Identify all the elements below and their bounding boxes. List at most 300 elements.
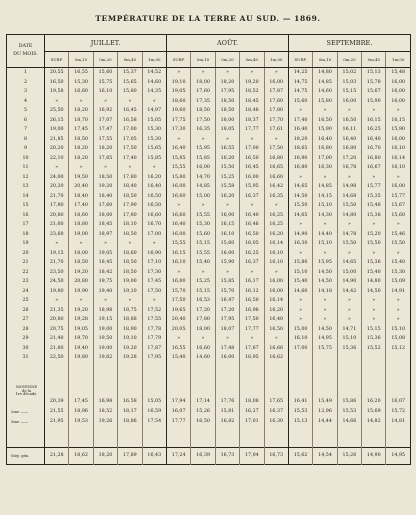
table-cell: 20,39 [45,397,69,407]
table-cell: 15,75 [313,344,337,354]
table-cell: 15,95 [191,144,215,154]
table-cell: 15,25 [191,277,215,287]
table-cell: 16,50 [240,230,264,240]
table-cell: 14,15 [313,192,337,202]
table-cell: 15,13 [362,68,386,78]
table-cell: 18,96 [69,407,93,417]
table-cell: 16,10 [264,258,288,268]
table-cell: » [45,296,69,306]
table-row [7,68,411,78]
table-cell: 17,45 [69,125,93,135]
table-cell: 16,00 [240,173,264,183]
table-cell: » [288,249,312,259]
table-cell: 15,40 [288,277,312,287]
table-cell: 18,90 [118,325,142,335]
table-cell: 24,50 [45,277,69,287]
table-cell: 17,04 [240,447,264,464]
table-cell: 14,71 [337,325,361,335]
table-cell: 16,60 [264,173,288,183]
table-cell: 16,59 [142,407,166,417]
table-cell: 17,20 [191,306,215,316]
day-cell: 28 [22,326,29,332]
table-row [7,78,411,88]
table-cell: » [240,135,264,145]
table-cell: 21,35 [45,306,69,316]
table-cell: 16,73 [215,447,239,464]
table-cell: 18,40 [93,192,117,202]
table-row [7,97,411,107]
day-cell: 10 [22,155,29,161]
table-cell: » [313,249,337,259]
table-cell: 16,15 [386,116,410,126]
table-cell: 17,54 [142,417,166,427]
table-cell: 14,44 [313,417,337,427]
table-cell: 24,00 [45,173,69,183]
table-cell: 19,20 [69,306,93,316]
table-cell: » [386,315,410,325]
table-cell: 20,40 [166,315,190,325]
table-cell: 20,75 [45,325,69,335]
table-cell: 18,50 [215,106,239,116]
spacer-cell [386,363,410,397]
table-cell: 17,00 [313,154,337,164]
table-cell: 15,08 [386,334,410,344]
table-row [7,211,411,221]
table-row [7,306,411,316]
table-cell: 16,00 [215,249,239,259]
table-cell: 14,85 [313,78,337,88]
table-cell: 22,10 [45,154,69,164]
table-cell: » [386,306,410,316]
table-cell [337,353,361,363]
table-cell: 16,11 [337,125,361,135]
table-cell: 18,80 [69,220,93,230]
table-cell: » [93,97,117,107]
table-cell: 19,75 [93,277,117,287]
table-cell: 16,50 [142,201,166,211]
table-cell: 14,60 [313,87,337,97]
table-cell: 18,00 [191,325,215,335]
day-cell: 29 [22,336,29,342]
table-cell: 16,80 [264,154,288,164]
table-cell: 15,77 [386,192,410,202]
table-cell: 16,50 [264,325,288,335]
table-cell: 15,26 [191,407,215,417]
day-cell: 5 [23,108,28,114]
table-cell: » [118,97,142,107]
col-header: 1m,00 [386,52,410,68]
table-cell: 17,50 [142,287,166,297]
table-cell: 14,50 [362,287,386,297]
table-cell: » [142,97,166,107]
col-header: SURF. [288,52,312,68]
table-cell: 15,62 [288,447,312,464]
table-cell: 14,65 [337,258,361,268]
table-cell: 18,50 [118,258,142,268]
table-cell: 14,95 [386,447,410,464]
table-cell: 14,95 [313,334,337,344]
date-header [7,35,45,68]
table-cell: 16,40 [288,125,312,135]
table-cell: » [337,173,361,183]
table-cell: 15,49 [313,397,337,407]
table-cell: 16,20 [264,230,288,240]
table-cell: » [264,334,288,344]
table-cell: 16,40 [240,211,264,221]
table-cell: 15,30 [69,78,93,88]
table-cell: 18,45 [93,258,117,268]
table-cell: 18,48 [240,106,264,116]
table-cell: 16,65 [264,163,288,173]
table-cell: 20,80 [45,315,69,325]
table-cell: 19,20 [240,78,264,88]
table-cell: » [45,97,69,107]
table-cell: » [362,173,386,183]
table-row [7,287,411,297]
spacer-cell [288,363,312,397]
table-cell: 16,00 [191,163,215,173]
table-cell: 14,98 [337,182,361,192]
table-cell: » [69,296,93,306]
table-cell: » [215,334,239,344]
table-cell: 18,50 [69,135,93,145]
table-cell: 17,77 [240,125,264,135]
table-cell: 16,78 [337,163,361,173]
table-cell: 16,05 [240,239,264,249]
table-cell: 14,80 [313,68,337,78]
table-cell: » [313,173,337,183]
spacer-cell [142,363,166,397]
table-cell: 17,40 [69,201,93,211]
table-cell: » [288,296,312,306]
table-cell: 18,60 [69,211,93,221]
table-cell: 15,90 [313,125,337,135]
spacer-cell [337,427,361,448]
table-cell: 19,05 [93,249,117,259]
day-cell: 23 [22,279,29,285]
spacer-cell [240,363,264,397]
table-cell: 18,00 [93,211,117,221]
table-cell: 18,75 [118,306,142,316]
table-cell: 16,58 [118,116,142,126]
table-cell: 16,92 [93,106,117,116]
table-cell: » [118,239,142,249]
table-cell: 14,85 [313,182,337,192]
table-cell: 18,42 [93,268,117,278]
table-cell: 14,25 [288,68,312,78]
table-cell: 15,00 [337,268,361,278]
day-cell: 7 [23,127,28,133]
table-cell: 15,90 [215,258,239,268]
table-cell: » [337,106,361,116]
table-cell: 16,50 [240,296,264,306]
table-cell: » [288,220,312,230]
table-cell: 22,50 [45,353,69,363]
table-cell: » [142,163,166,173]
table-cell: 17,14 [191,397,215,407]
table-cell: » [240,68,264,78]
table-cell: 17,95 [142,353,166,363]
table-cell: 15,25 [215,173,239,183]
table-row [7,249,411,259]
table-cell: » [288,173,312,183]
general-average-row [7,447,411,464]
table-cell: 15,52 [362,344,386,354]
table-cell: 16,00 [215,211,239,221]
table-cell: » [215,201,239,211]
day-cell: 3 [23,89,28,95]
table-cell: 16,46 [240,220,264,230]
table-cell: » [93,296,117,306]
table-cell: 15,60 [386,211,410,221]
table-cell: 16,00 [386,87,410,97]
table-cell: » [215,68,239,78]
table-cell: 16,00 [166,230,190,240]
table-cell: 17,60 [93,201,117,211]
table-cell: 18,50 [191,106,215,116]
table-cell: 15,48 [362,201,386,211]
table-cell: 15,69 [362,407,386,417]
table-cell: » [45,239,69,249]
table-cell: » [386,106,410,116]
spacer-cell [215,363,239,397]
table-cell: 16,98 [240,306,264,316]
table-cell: 16,10 [166,258,190,268]
decade-label: 3me —— [11,419,29,424]
table-row [7,106,411,116]
table-cell: 15,30 [142,135,166,145]
table-cell: 16,73 [264,447,288,464]
table-cell: 25,50 [45,106,69,116]
table-cell: 16,30 [264,417,288,427]
table-cell: » [191,268,215,278]
table-row [7,230,411,240]
spacer-cell [69,363,93,397]
table-cell: » [191,201,215,211]
table-cell: 20,80 [69,277,93,287]
day-cell: 20 [22,250,29,256]
table-cell: 16,20 [264,306,288,316]
table-cell: 15,15 [191,239,215,249]
table-cell: 16,37 [240,192,264,202]
day-cell: 16 [22,212,29,218]
table-cell: 14,50 [313,268,337,278]
table-cell: 18,20 [288,135,312,145]
table-cell: 16,10 [386,144,410,154]
table-cell: 16,25 [362,125,386,135]
table-cell: » [264,135,288,145]
table-row [7,277,411,287]
table-cell: 17,65 [93,154,117,164]
table-cell: 18,08 [240,397,264,407]
table-cell: 18,17 [118,407,142,417]
table-cell: 17,75 [166,116,190,126]
table-cell: 19,65 [166,306,190,316]
table-cell: 15,50 [215,163,239,173]
day-cell: 12 [22,174,29,180]
table-cell: 15,90 [362,97,386,107]
table-row [7,296,411,306]
table-cell: » [240,268,264,278]
table-cell: 19,10 [166,78,190,88]
table-cell: 19,53 [69,417,93,427]
table-cell: 17,87 [142,344,166,354]
table-cell: 17,20 [215,306,239,316]
spacer-cell [191,427,215,448]
table-cell: 16,50 [142,192,166,202]
table-cell: 16,40 [264,315,288,325]
table-cell: 20,05 [166,325,190,335]
table-cell: 17,50 [118,144,142,154]
table-cell: » [337,220,361,230]
table-cell: 18,20 [93,144,117,154]
table-cell: 16,14 [264,296,288,306]
table-cell: 14,81 [386,417,410,427]
table-cell: 15,70 [215,287,239,297]
month-header-septembre: SEPTEMBRE. [288,35,410,52]
table-cell: 16,50 [45,78,69,88]
table-cell: 16,37 [264,407,288,417]
table-cell: 15,35 [362,192,386,202]
table-cell: 15,95 [240,182,264,192]
table-cell: 17,45 [69,397,93,407]
table-cell: 15,40 [362,268,386,278]
table-cell: 18,50 [93,173,117,183]
table-cell: 16,45 [118,106,142,116]
table-cell: 14,60 [288,287,312,297]
table-cell: 20,80 [45,211,69,221]
table-cell: » [386,296,410,306]
table-cell [288,353,312,363]
spacer-cell [166,427,190,448]
table-cell: 15,50 [337,201,361,211]
spacer-cell [313,363,337,397]
table-cell: 16,20 [362,397,386,407]
table-row [7,268,411,278]
table-cell: 15,65 [142,144,166,154]
table-cell: 17,35 [191,97,215,107]
spacer-cell [240,427,264,448]
table-cell: » [69,239,93,249]
spacer-cell [264,427,288,448]
spacer-cell [69,427,93,448]
table-row [7,182,411,192]
spacer-cell [93,427,117,448]
table-cell: 18,50 [118,268,142,278]
spacer-cell [215,427,239,448]
table-cell: 16,40 [337,135,361,145]
table-cell [386,353,410,363]
table-cell: 16,14 [386,154,410,164]
table-cell: 15,03 [337,78,361,88]
table-cell: 16,58 [118,397,142,407]
table-cell: 18,05 [215,125,239,135]
table-cell: » [191,135,215,145]
table-cell [313,353,337,363]
table-cell: 16,35 [191,125,215,135]
table-cell: 19,90 [69,287,93,297]
table-cell: 19,60 [166,106,190,116]
table-row [7,87,411,97]
table-cell: 17,00 [288,344,312,354]
table-cell: » [288,106,312,116]
table-cell: » [215,135,239,145]
table-cell: » [45,163,69,173]
table-cell: 17,77 [240,325,264,335]
table-cell: » [69,97,93,107]
table-cell: 17,47 [93,125,117,135]
table-cell: 16,00 [264,78,288,88]
table-cell: 21,60 [45,220,69,230]
table-cell: 14,50 [313,325,337,335]
table-cell: 16,00 [386,97,410,107]
table-cell: 16,80 [362,154,386,164]
table-cell: 15,80 [313,97,337,107]
table-cell: 16,55 [69,68,93,78]
table-cell: » [313,315,337,325]
table-cell: 15,80 [166,173,190,183]
table-cell: » [166,268,190,278]
table-cell: » [313,306,337,316]
table-cell: 15,65 [118,78,142,88]
table-cell: 21,70 [45,192,69,202]
table-cell: » [313,296,337,306]
table-cell: 14,82 [362,417,386,427]
table-cell: » [386,220,410,230]
table-cell: 16,43 [142,447,166,464]
date-header-line2: DU MOIS. [13,52,38,57]
table-cell: 17,50 [191,116,215,126]
col-header: 0m,40 [240,52,264,68]
table-cell: 15,36 [362,258,386,268]
table-cell: 15,20 [362,230,386,240]
table-cell: 19,70 [69,334,93,344]
table-cell: » [166,135,190,145]
day-cell: 13 [22,184,29,190]
table-cell: 19,58 [45,87,69,97]
col-header: SURF. [166,52,190,68]
table-cell: 15,72 [386,407,410,417]
table-cell: » [288,306,312,316]
table-cell: 16,30 [313,163,337,173]
table-cell: 18,37 [240,116,264,126]
table-cell: 14,65 [288,211,312,221]
table-cell: 16,00 [215,353,239,363]
table-cell: 16,10 [215,230,239,240]
table-cell: 15,60 [191,230,215,240]
col-header: 0m,10 [313,52,337,68]
spacer-cell [45,427,69,448]
spacer-cell [118,427,142,448]
table-cell: 14,70 [191,173,215,183]
table-cell: 18,20 [69,144,93,154]
table-cell: 17,80 [118,211,142,221]
general-average-label: Moy. gén. [7,447,45,464]
day-cell: 14 [22,193,29,199]
table-cell: 18,86 [118,417,142,427]
table-cell: 14,50 [288,192,312,202]
table-cell: 18,65 [288,144,312,154]
table-cell: 16,30 [288,239,312,249]
table-cell: 19,40 [69,344,93,354]
table-cell: 14,18 [313,287,337,297]
table-cell: 17,45 [142,277,166,287]
table-cell: 16,60 [191,344,215,354]
table-cell: 17,00 [142,230,166,240]
table-cell: 15,10 [313,201,337,211]
day-cell: 15 [22,203,29,209]
table-cell: 19,62 [93,353,117,363]
